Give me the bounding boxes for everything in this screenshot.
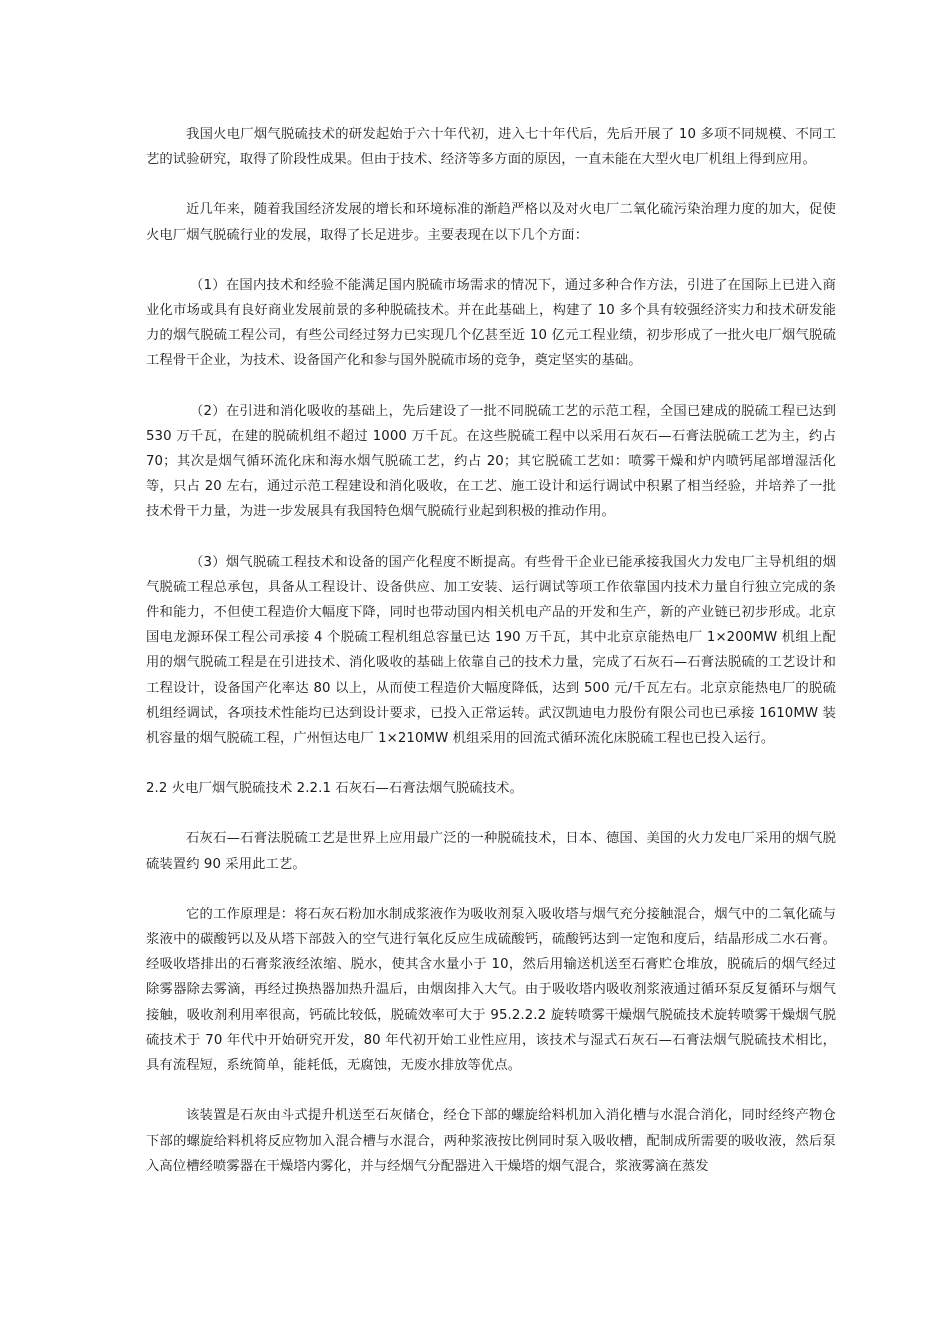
- section-heading: 2.2 火电厂烟气脱硫技术 2.2.1 石灰石—石膏法烟气脱硫技术。: [146, 781, 523, 797]
- paragraph-history: 我国火电厂烟气脱硫技术的研发起始于六十年代初，进入七十年代后，先后开展了 10 多项不同规模、不同工艺的试验研究，取得了阶段性成果。但由于技术、经济等多方面的原因，一直未能在大型火电厂机组上得到应用。: [146, 127, 836, 168]
- paragraph-working-principle: 它的工作原理是：将石灰石粉加水制成浆液作为吸收剂泵入吸收塔与烟气充分接触混合，烟气中的二氧化硫与浆液中的碳酸钙以及从塔下部鼓入的空气进行氧化反应生成硫酸钙，硫酸钙达到一定饱和度后，结晶形成二水石膏。经吸收塔排出的石膏浆液经浓缩、脱水，使其含水量小于 10，然后用输送机送至石膏贮仓堆放，脱硫后的烟气经过除雾器除去雾滴，再经过换热器加热升温后，由烟囱排入大气。由于吸收塔内吸收剂浆液通过循环泵反复循环与烟气接触，吸收剂利用率很高，钙硫比较低，脱硫效率可大于 95.2.2.2 旋转喷雾干燥烟气脱硫技术旋转喷雾干燥烟气脱硫技术于 70 年代中开始研究开发，80 年代初开始工业性应用，该技术与湿式石灰石—石膏法烟气脱硫技术相比，具有流程短，系统简单，能耗低，无腐蚀，无废水排放等优点。: [146, 906, 836, 1074]
- paragraph-limestone-gypsum: 石灰石—石膏法脱硫工艺是世界上应用最广泛的一种脱硫技术，日本、德国、美国的火力发电厂采用的烟气脱硫装置约 90 采用此工艺。: [146, 831, 836, 872]
- document-body: [146, 122, 836, 1179]
- paragraph-point-3: （3）烟气脱硫工程技术和设备的国产化程度不断提高。有些骨干企业已能承接我国火力发电厂主导机组的烟气脱硫工程总承包，具备从工程设计、设备供应、加工安装、运行调试等项工作依靠国内技术力量自行独立完成的条件和能力，不但使工程造价大幅度下降，同时也带动国内相关机电产品的开发和生产，新的产业链已初步形成。北京国电龙源环保工程公司承接 4 个脱硫工程机组总容量已达 190 万千瓦，其中北京京能热电厂 1×200MW 机组上配用的烟气脱硫工程是在引进技术、消化吸收的基础上依靠自己的技术力量，完成了石灰石—石膏法脱硫的工艺设计和工程设计，设备国产化率达 80 以上，从而使工程造价大幅度降低，达到 500 元/千瓦左右。北京京能热电厂的脱硫机组经调试，各项技术性能均已达到设计要求，已投入正常运转。武汉凯迪电力股份有限公司也已承接 1610MW 装机容量的烟气脱硫工程，广州恒达电厂 1×210MW 机组采用的回流式循环流化床脱硫工程也已投入运行。: [146, 554, 836, 747]
- paragraph-recent-progress: 近几年来，随着我国经济发展的增长和环境标准的渐趋严格以及对火电厂二氧化硫污染治理力度的加大，促使火电厂烟气脱硫行业的发展，取得了长足进步。主要表现在以下几个方面：: [146, 202, 836, 243]
- paragraph-device-description: 该装置是石灰由斗式提升机送至石灰储仓，经仓下部的螺旋给料机加入消化槽与水混合消化，同时经终产物仓下部的螺旋给料机将反应物加入混合槽与水混合，两种浆液按比例同时泵入吸收槽，配制成所需要的吸收液，然后泵入高位槽经喷雾器在干燥塔内雾化，并与经烟气分配器进入干燥塔的烟气混合，浆液雾滴在蒸发: [146, 1108, 836, 1174]
- paragraph-point-2: （2）在引进和消化吸收的基础上，先后建设了一批不同脱硫工艺的示范工程，全国已建成的脱硫工程已达到 530 万千瓦，在建的脱硫机组不超过 1000 万千瓦。在这些脱硫工程中以采用石灰石—石膏法脱硫工艺为主，约占 70；其次是烟气循环流化床和海水烟气脱硫工艺，约占 20；其它脱硫工艺如：喷雾干燥和炉内喷钙尾部增湿活化等，只占 20 左右，通过示范工程建设和消化吸收，在工艺、施工设计和运行调试中积累了相当经验，并培养了一批技术骨干力量，为进一步发展具有我国特色烟气脱硫行业起到积极的推动作用。: [146, 403, 836, 520]
- paragraph-point-1: （1）在国内技术和经验不能满足国内脱硫市场需求的情况下，通过多种合作方法，引进了在国际上已进入商业化市场或具有良好商业发展前景的多种脱硫技术。并在此基础上，构建了 10 多个具有较强经济实力和技术研发能力的烟气脱硫工程公司，有些公司经过努力已实现几个亿甚至近 10 亿元工程业绩，初步形成了一批火电厂烟气脱硫工程骨干企业，为技术、设备国产化和参与国外脱硫市场的竞争，奠定坚实的基础。: [146, 277, 836, 369]
